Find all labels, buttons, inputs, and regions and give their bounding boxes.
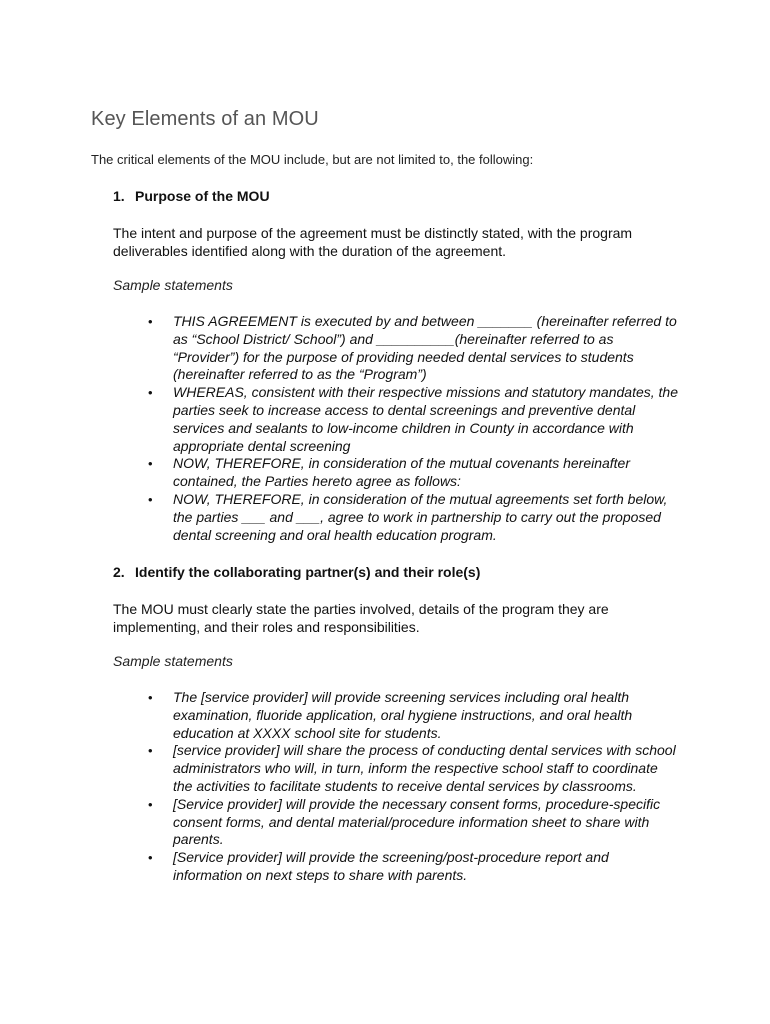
bullet-icon: • — [148, 850, 153, 866]
bullet-icon: • — [148, 385, 153, 401]
section-2-number: 2. — [113, 564, 125, 580]
list-item — [0, 313, 770, 384]
section-1-paragraph: The intent and purpose of the agreement must be distinctly stated, with the program deliverables identified along with the duration of the agreement. — [113, 225, 633, 259]
bullet-icon: • — [148, 456, 153, 472]
bullet-text: [Service provider] will provide the necessary consent forms, procedure-specific consent forms, and dental material/procedure information sheet to share with parents. — [173, 795, 661, 848]
bullet-text: NOW, THEREFORE, in consideration of the mutual agreements set forth below, the parties ___ and ___, agree to work in partnership to carry out the proposed dental screening and oral health education program. — [173, 490, 668, 543]
bullet-icon: • — [148, 314, 153, 329]
section-2-title: Identify the collaborating partner(s) and their role(s) — [135, 564, 481, 580]
section-2-sample-label: Sample statements — [113, 653, 233, 669]
bullet-icon: • — [148, 690, 153, 705]
section-1-title: Purpose of the MOU — [135, 188, 270, 204]
list-item — [0, 689, 770, 742]
bullet-icon: • — [148, 796, 153, 812]
list-item — [0, 384, 770, 455]
bullet-icon: • — [148, 491, 153, 507]
bullet-text: The [service provider] will provide screening services including oral health examination, fluoride application, oral hygiene instructions, and oral health education at XXXX school site for students. — [173, 689, 633, 741]
bullet-text: THIS AGREEMENT is executed by and between _______ (hereinafter referred to as “School District/ School”) and __________(hereinafter referred to as “Provider”) for the purpose of providing needed dental services to students (hereinafter referred to as the “Program”) — [173, 313, 677, 383]
bullet-icon: • — [148, 743, 153, 759]
list-item — [0, 742, 770, 795]
bullet-text: [service provider] will share the process of conducting dental services with school administrators who will, in turn, inform the respective school staff to coordinate the activities to facilitate students to receive dental services by classrooms. — [173, 742, 676, 794]
list-item — [0, 491, 770, 544]
bullet-text: NOW, THEREFORE, in consideration of the mutual covenants hereinafter contained, the Parties hereto agree as follows: — [173, 455, 631, 490]
section-1-heading — [113, 188, 270, 204]
list-item — [0, 849, 770, 885]
list-item — [0, 796, 770, 849]
intro-text: The critical elements of the MOU include, but are not limited to, the following: — [91, 152, 534, 167]
section-2-bullet-list — [0, 689, 770, 885]
section-1-number: 1. — [113, 188, 125, 204]
page-title: Key Elements of an MOU — [91, 108, 319, 130]
bullet-text: WHEREAS, consistent with their respective missions and statutory mandates, the parties seek to increase access to dental screenings and preventive dental services and sealants to low-income children in County in accordance with appropriate dental screening — [173, 384, 678, 454]
list-item — [0, 455, 770, 491]
bullet-text: [Service provider] will provide the screening/post-procedure report and information on next steps to share with parents. — [173, 849, 609, 883]
section-1-bullet-list — [0, 313, 770, 544]
section-2-paragraph: The MOU must clearly state the parties involved, details of the program they are implementing, and their roles and responsibilities. — [113, 601, 609, 635]
section-2-heading — [113, 564, 480, 580]
section-1-sample-label: Sample statements — [113, 277, 233, 293]
